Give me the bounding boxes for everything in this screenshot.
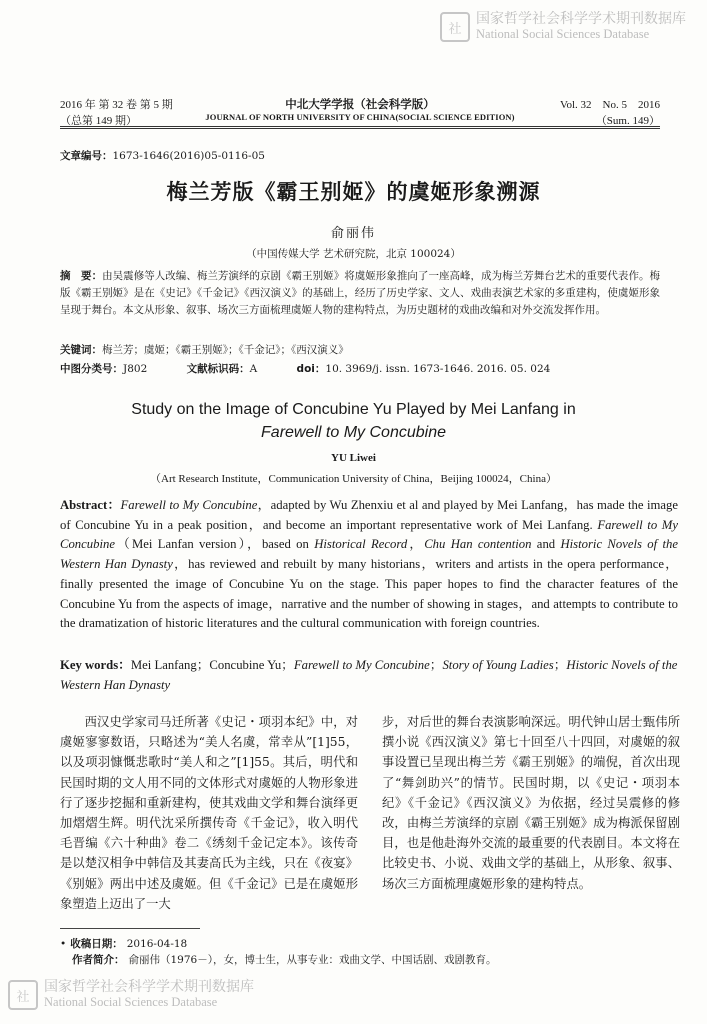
watermark-bottom: 社 国家哲学社会科学学术期刊数据库 National Social Sciences Database bbox=[8, 980, 254, 1010]
journal-title-en: JOURNAL OF NORTH UNIVERSITY OF CHINA(SOCIAL SCIENCE EDITION) bbox=[205, 112, 515, 122]
bullet-icon: • bbox=[60, 938, 67, 950]
classification-line: 中图分类号：J802 文献标识码：A doi：10. 3969/j. issn. 1673-1646. 2016. 05. 024 bbox=[60, 363, 551, 375]
title-cn: 梅兰芳版《霸王别姬》的虞姬形象溯源 bbox=[166, 180, 541, 204]
watermark-top bbox=[440, 12, 686, 42]
affiliation-cn: （中国传媒大学 艺术研究院，北京 100024） bbox=[246, 248, 461, 260]
body-right-paragraph: 步，对后世的舞台表演影响深远。明代钟山居士甄伟所撰小说《西汉演义》第七十回至八十四回，对虞姬的叙事设置已呈现出梅兰芳《霸王别姬》的端倪，首次出现了“舞剑助兴”的情节。民国时期，以《史记・项羽本纪》《千金记》《西汉演义》为依据，经过吴震修的修改，由梅兰芳演绎的京剧《霸王别姬》成为梅派保留剧目，也是他赴海外交流的最重要的代表剧目。本文将在比较史书、小说、戏曲文学的基础上，从形象、叙事、场次三方面梳理虞姬形象的建构特点。 bbox=[382, 715, 680, 891]
abstract-cn-text: 由吴震修等人改编、梅兰芳演绎的京剧《霸王别姬》将虞姬形象推向了一座高峰，成为梅兰芳舞台艺术的重要代表作。梅版《霸王别姬》是在《史记》《千金记》《西汉演义》的基础上，经历了历史学家、文人、戏曲表演艺术家的多重建构，使虞姬形象呈现于舞台。本文从形象、叙事、场次三方面梳理虞姬人物的建构特点，为历史题材的戏曲改编和对外交流发挥作用。 bbox=[60, 270, 660, 316]
body-column-left: 西汉史学家司马迁所著《史记・项羽本纪》中，对虞姬寥寥数语，只略述为“美人名虞，常幸从”[1]55，以及项羽慷慨悲歌时“美人和之”[1]55。其后，明代和民国时期的文人用不同的文体形式对虞姬的人物形象进行了逐步挖掘和重新建构，使其戏曲文学和舞台演绎更加熠熠生辉。明代沈采所撰传奇《千金记》，收入明代毛晋编《六十种曲》卷二《绣刻千金记定本》。该传奇是以楚汉相争中韩信及其妻高氏为主线，只在《夜宴》《别姬》两出中述及虞姬。但《千金记》已是在虞姬形象塑造上迈出了一大 bbox=[60, 715, 358, 911]
journal-title-cn: 中北大学学报（社会科学版） bbox=[285, 97, 435, 111]
footnote: • 收稿日期： 2016-04-18 作者简介： 俞丽伟（1976－），女，博士生，从事专业：戏曲文学、中国话剧、戏剧教育。 bbox=[60, 938, 497, 966]
abstract-cn bbox=[60, 268, 660, 319]
total-issue-en: （Sum. 149） bbox=[595, 115, 660, 127]
total-issue-cn: （总第 149 期） bbox=[60, 115, 137, 127]
footnote-rule bbox=[60, 928, 200, 929]
keywords-en: Key words：Mei Lanfang；Concubine Yu；Farewell to My Concubine；Story of Young Ladies；Historic Novels of the Western Han Dynasty bbox=[60, 658, 678, 692]
abstract-en: Abstract：Farewell to My Concubine，adapted by Wu Zhenxiu et al and played by Mei Lanfang，has made the image of Concubine Yu in a peak position，and become an important representative work of Mei Lanfang. Farewell to My Concubine（Mei Lanfan version），based on Historical Record，Chu Han contention and Historic Novels of the Western Han Dynasty，has reviewed and rebuilt by many historians，writers and artists in the opera performance，finally presented the image of Concubine Yu on the stage. This paper hopes to find the character features of the Concubine Yu from the aspects of image，narrative and the number of showing in stages，and attempts to contribute to the dramatization of historic literatures and the cultural communication with foreign countries. bbox=[60, 498, 679, 631]
abstract-cn-label: 摘 要： bbox=[60, 270, 103, 282]
keywords-cn: 关键词：梅兰芳；虞姬；《霸王别姬》；《千金记》；《西汉演义》 bbox=[60, 344, 349, 356]
journal-header bbox=[60, 96, 660, 128]
header-rule-thin bbox=[60, 128, 660, 129]
title-en: Study on the Image of Concubine Yu Played by Mei Lanfang in Farewell to My Concubine bbox=[131, 401, 576, 441]
header-rule-thick bbox=[60, 126, 660, 127]
database-logo-icon: 社 bbox=[8, 980, 38, 1010]
issue-info-cn: 2016 年 第 32 卷 第 5 期 bbox=[60, 99, 173, 111]
author-cn: 俞丽伟 bbox=[330, 226, 376, 241]
affiliation-en: （Art Research Institute，Communication University of China，Beijing 100024，China） bbox=[150, 473, 557, 485]
database-logo-icon: 社 bbox=[440, 12, 470, 42]
article-number: 文章编号：1673-1646(2016)05-0116-05 bbox=[60, 150, 265, 162]
body-column-right bbox=[382, 712, 680, 894]
watermark-cn: 国家哲学社会科学学术期刊数据库 bbox=[476, 11, 686, 28]
watermark-en: National Social Sciences Database bbox=[476, 26, 650, 41]
author-en: YU Liwei bbox=[331, 452, 376, 464]
issue-info-en: Vol. 32 No. 5 2016 bbox=[559, 99, 660, 111]
